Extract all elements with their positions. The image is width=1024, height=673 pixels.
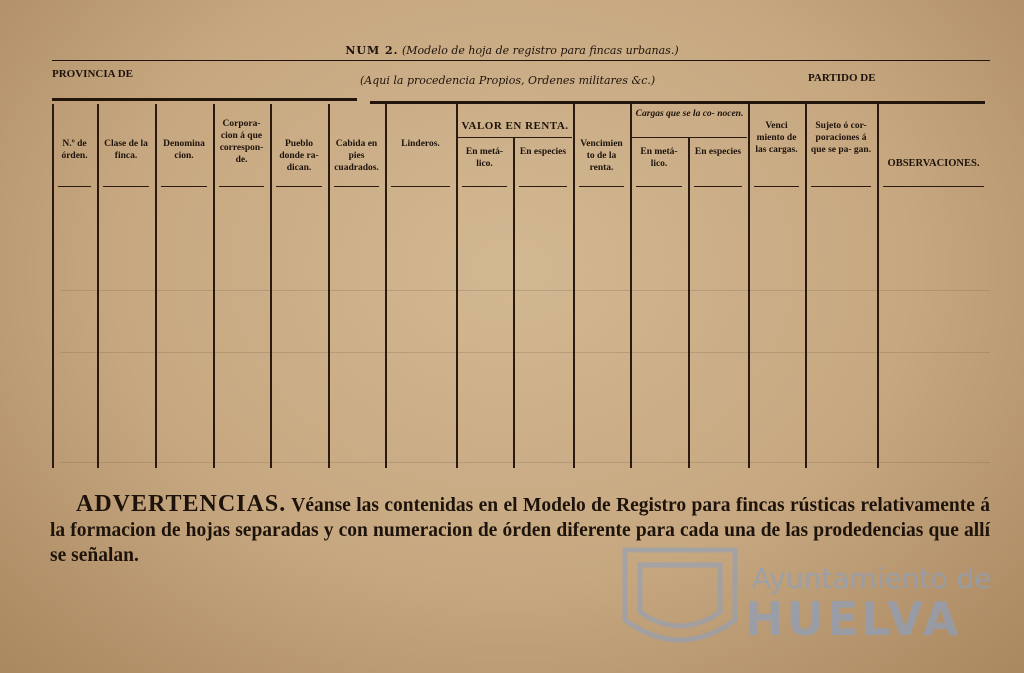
header-underline (462, 186, 507, 187)
column-rule (155, 104, 157, 468)
column-rule (877, 104, 879, 468)
group-header-cargas: Cargas que se la co- nocen. (635, 109, 744, 119)
column-header: Denomina cion. (163, 139, 205, 161)
group-rule-valor (458, 137, 572, 138)
form-title (0, 44, 1024, 57)
header-rule-left (52, 98, 357, 101)
column-header: OBSERVACIONES. (887, 158, 980, 169)
column-rule (328, 104, 330, 468)
column-header: En especies (519, 147, 567, 157)
column-header: Corpora- cion á que correspon- de. (219, 119, 264, 165)
column-header: Sujeto ó cor- poraciones á que se pa- gan. (810, 121, 872, 155)
column-header: En metá- lico. (640, 147, 678, 169)
column-rule (270, 104, 272, 468)
partido-label: PARTIDO DE (808, 72, 876, 84)
column-rule (456, 104, 458, 468)
column-rule (748, 104, 750, 468)
header-underline (694, 186, 742, 187)
column-rule (573, 104, 575, 468)
header-underline (161, 186, 207, 187)
advertencias-heading: ADVERTENCIAS. (76, 491, 287, 517)
header-underline (219, 186, 264, 187)
header-underline (519, 186, 567, 187)
column-header: En metá- lico. (465, 147, 504, 169)
header-underline (391, 186, 450, 187)
bleed-through-line (60, 352, 990, 353)
watermark-line1: Ayuntamiento de (752, 562, 992, 595)
header-rule-right (370, 101, 985, 104)
column-rule (805, 104, 807, 468)
column-header: Vencimien to de la renta. (580, 139, 623, 173)
watermark-line2: HUELVA (745, 592, 962, 646)
column-header: N.º de órden. (61, 139, 88, 161)
bleed-through-line (60, 462, 990, 463)
header-underline (334, 186, 379, 187)
column-rule (513, 137, 515, 468)
group-header-valor: VALOR EN RENTA. (461, 120, 569, 132)
header-underline (103, 186, 149, 187)
column-rule (630, 104, 632, 468)
column-rule (688, 137, 690, 468)
column-header: Pueblo donde ra- dican. (279, 139, 319, 173)
column-header: Linderos. (401, 139, 440, 149)
header-underline (883, 186, 984, 187)
header-underline (579, 186, 624, 187)
form-description: (Modelo de hoja de registro para fincas urbanas.) (402, 44, 679, 57)
column-header: Clase de la finca. (104, 139, 148, 161)
procedencia-note: (Aqui la procedencia Propios, Ordenes militares &c.) (360, 74, 656, 87)
column-header: Venci miento de las cargas. (755, 121, 798, 155)
header-underline (754, 186, 799, 187)
header-underline (276, 186, 322, 187)
provincia-label: PROVINCIA DE (52, 68, 133, 80)
header-underline (636, 186, 682, 187)
column-header: En especies (694, 147, 742, 157)
column-rule (213, 104, 215, 468)
column-rule (52, 104, 54, 468)
column-rule (385, 104, 387, 468)
column-rule (97, 104, 99, 468)
column-header: Cabida en pies cuadrados. (334, 139, 379, 173)
advertencias-text: Véanse las contenidas en el Modelo de Registro para fincas rústicas relativamente á la formacion de hojas separadas y con numeracion de órden diferente para cada una de las prodedencias que allí se señalan. (50, 495, 990, 566)
bleed-through-line (60, 290, 990, 291)
form-number: NUM 2. (345, 44, 399, 57)
header-underline (58, 186, 91, 187)
top-rule (52, 60, 990, 61)
header-underline (811, 186, 871, 187)
